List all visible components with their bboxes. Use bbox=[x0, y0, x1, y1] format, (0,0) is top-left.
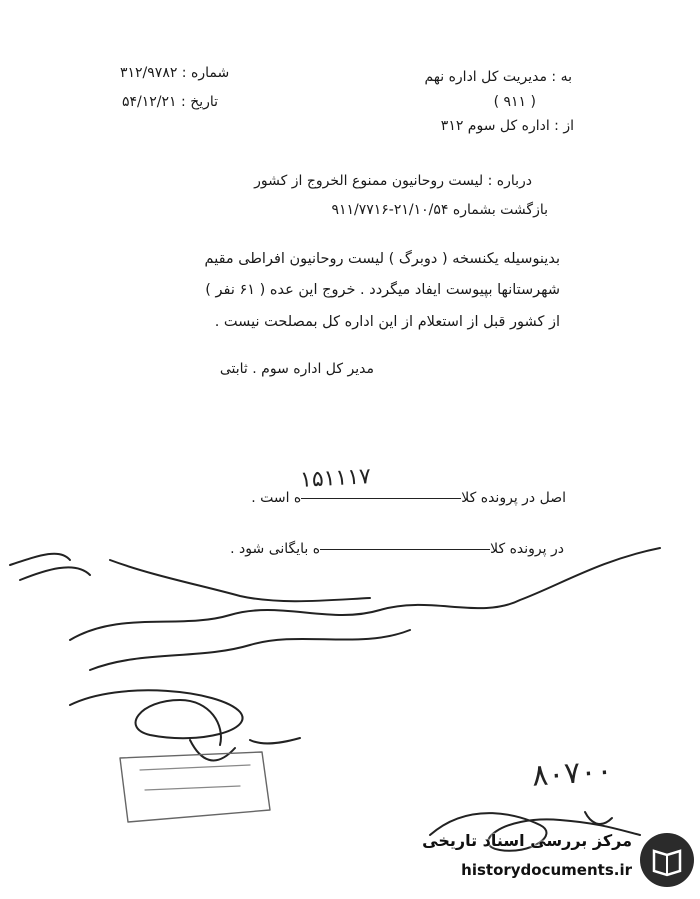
filing-line-2-suffix: ه بایگانی شود . bbox=[230, 541, 321, 557]
letter-number-label: شماره bbox=[190, 65, 230, 81]
handwritten-note-stroke bbox=[10, 554, 90, 580]
recipient-line: به : مدیریت کل اداره نهم bbox=[424, 69, 572, 85]
watermark bbox=[394, 827, 694, 895]
letter-number: شماره : ۳۱۲/۹۷۸۲ bbox=[120, 65, 230, 81]
body-line-3: از کشور قبل از استعلام از این اداره کل بمصلحت نیست . bbox=[214, 314, 560, 330]
letter-date-label: تاریخ bbox=[190, 94, 219, 110]
handwritten-file-number: ۱۵۱۱۱۷ bbox=[299, 464, 372, 493]
watermark-title: مرکز بررسی اسناد تاریخی bbox=[422, 831, 632, 850]
stamp-box bbox=[120, 752, 270, 822]
book-logo-icon bbox=[640, 833, 694, 887]
handwritten-note-stroke bbox=[70, 548, 660, 640]
body-line-1: بدینوسیله یکنسخه ( دوبرگ ) لیست روحانیون افراطی مقیم bbox=[204, 251, 560, 267]
body-line-2: شهرستانها بپیوست ایفاد میگردد . خروج این عده ( ۶۱ نفر ) bbox=[205, 282, 560, 298]
handwritten-number: ۸۰۷۰۰ bbox=[530, 753, 614, 794]
filing-line-1-suffix: ه است . bbox=[251, 490, 302, 506]
letter-number-value: ۳۱۲/۹۷۸۲ bbox=[120, 65, 178, 81]
signature-scribble bbox=[70, 690, 243, 745]
filing-line-2-prefix: در پرونده کلا bbox=[490, 541, 564, 557]
subject-line: درباره : لیست روحانیون ممنوع الخروج از کشور bbox=[254, 173, 532, 189]
letter-date: تاریخ : ۵۴/۱۲/۲۱ bbox=[122, 94, 219, 110]
filing-line-1-prefix: اصل در پرونده کلا bbox=[461, 490, 566, 506]
watermark-url: historydocuments.ir bbox=[461, 861, 632, 879]
letter-date-value: ۵۴/۱۲/۲۱ bbox=[122, 94, 177, 110]
reference-line: بازگشت بشماره ۲۱/۱۰/۵۴-۹۱۱/۷۷۱۶ bbox=[331, 202, 548, 218]
sender-line: از : اداره کل سوم ۳۱۲ bbox=[440, 118, 574, 134]
signature-line: مدیر کل اداره سوم . ثابتی bbox=[219, 361, 374, 377]
recipient-code: ( ۹۱۱ ) bbox=[493, 94, 536, 110]
